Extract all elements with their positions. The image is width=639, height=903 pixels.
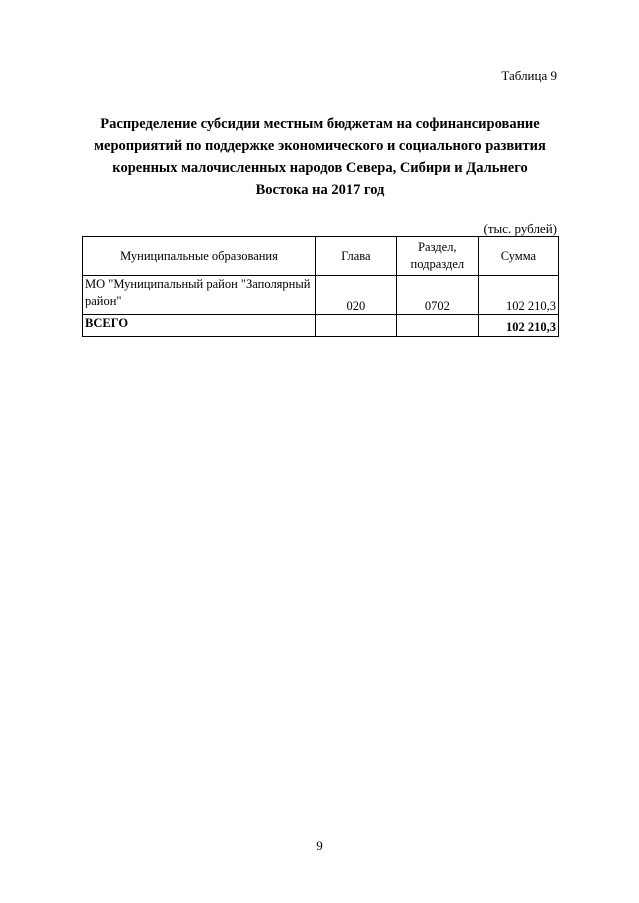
total-glava xyxy=(315,315,396,337)
cell-municipality-line2: район" xyxy=(85,294,122,308)
table-number: Таблица 9 xyxy=(501,68,557,83)
title-line: Востока на 2017 год xyxy=(255,182,385,198)
document-title xyxy=(70,113,570,201)
header-razdel-line1: Раздел, xyxy=(418,240,457,254)
header-summa: Сумма xyxy=(478,237,558,276)
title-line: коренных малочисленных народов Севера, Сибири и Дальнего xyxy=(112,160,528,176)
table-row xyxy=(83,276,559,315)
header-razdel-line2: подраздел xyxy=(410,257,465,271)
total-summa: 102 210,3 xyxy=(478,315,558,337)
units-label: (тыс. рублей) xyxy=(483,221,557,236)
subsidy-table xyxy=(82,236,559,337)
table-total-row xyxy=(83,315,559,337)
total-razdel xyxy=(396,315,478,337)
table-header-row xyxy=(83,237,559,276)
total-label: ВСЕГО xyxy=(83,315,316,337)
cell-glava: 020 xyxy=(315,276,396,315)
header-municipalities: Муниципальные образования xyxy=(83,237,316,276)
cell-municipality xyxy=(83,276,316,315)
title-line: мероприятий по поддержке экономического и социального развития xyxy=(94,138,546,154)
cell-municipality-line1: МО "Муниципальный район "Заполярный xyxy=(85,277,311,291)
page-number: 9 xyxy=(316,838,323,853)
header-razdel xyxy=(396,237,478,276)
cell-razdel: 0702 xyxy=(396,276,478,315)
cell-summa: 102 210,3 xyxy=(478,276,558,315)
header-glava: Глава xyxy=(315,237,396,276)
title-line: Распределение субсидии местным бюджетам на софинансирование xyxy=(100,116,540,132)
